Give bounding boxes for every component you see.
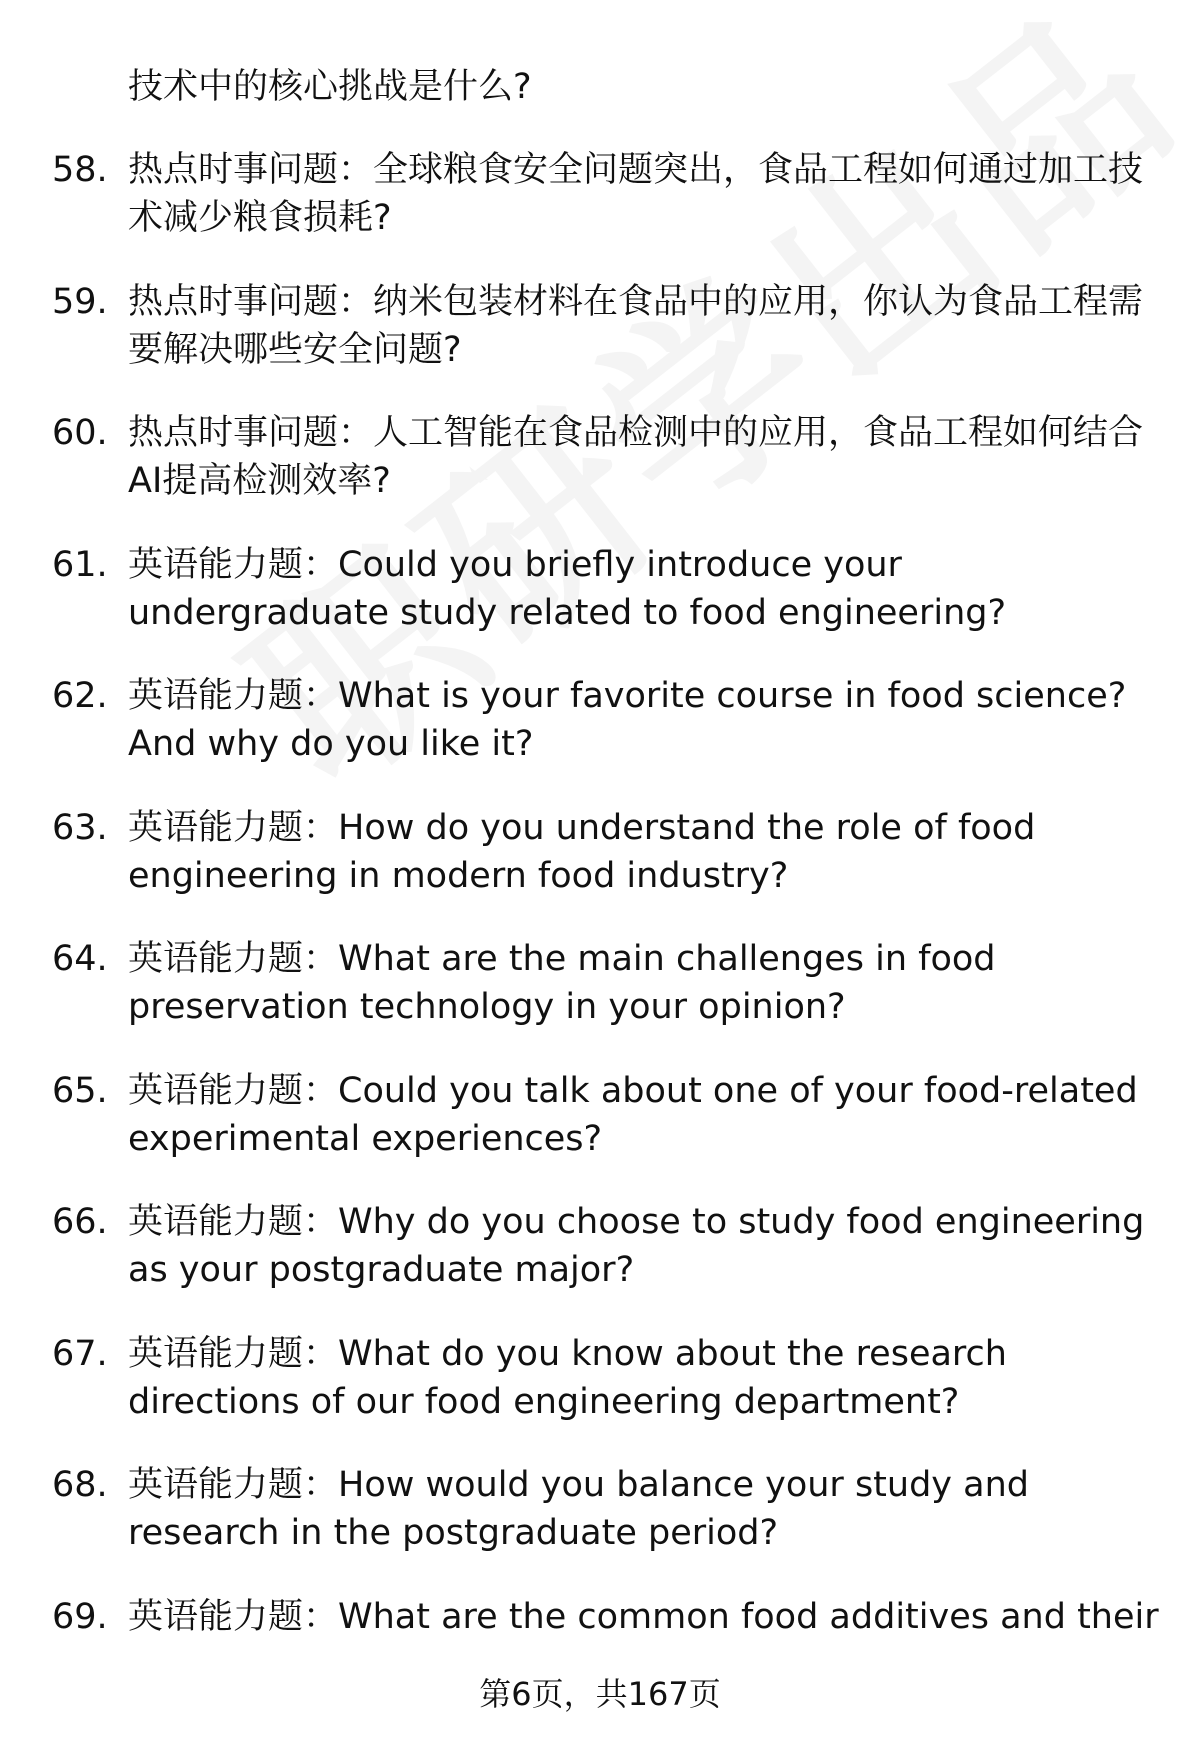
continuation-line: 技术中的核心挑战是什么? (128, 67, 532, 107)
item-number: 58. (52, 150, 108, 190)
item-text: 英语能力题：What are the main challenges in food preservation technology in your opinion? (128, 939, 996, 1027)
item-number: 68. (52, 1465, 108, 1505)
item-number: 69. (52, 1597, 108, 1637)
item-text: 英语能力题：How do you understand the role of food engineering in modern food industry? (128, 808, 1036, 896)
item-text: 英语能力题：Could you briefly introduce your undergraduate study related to food engineering? (128, 545, 1007, 633)
item-number: 59. (52, 282, 108, 322)
item-number: 62. (52, 676, 108, 716)
item-number: 61. (52, 545, 108, 585)
item-number: 67. (52, 1334, 108, 1374)
item-number: 64. (52, 939, 108, 979)
item-number: 63. (52, 808, 108, 848)
item-text: 热点时事问题：人工智能在食品检测中的应用，食品工程如何结合AI提高检测效率? (128, 413, 1144, 501)
item-text: 英语能力题：Why do you choose to study food engineering as your postgraduate major? (128, 1202, 1145, 1290)
page-footer: 第6页，共167页 (479, 1675, 721, 1713)
item-text: 英语能力题：How would you balance your study and research in the postgraduate period? (128, 1465, 1029, 1553)
item-text: 热点时事问题：纳米包装材料在食品中的应用，你认为食品工程需要解决哪些安全问题? (128, 282, 1144, 370)
item-number: 60. (52, 413, 108, 453)
item-text: 英语能力题：What are the common food additives and their (128, 1597, 1159, 1637)
item-text: 英语能力题：What is your favorite course in food science? And why do you like it? (128, 676, 1127, 764)
item-text: 英语能力题：Could you talk about one of your food-related experimental experiences? (128, 1071, 1138, 1159)
item-text: 热点时事问题：全球粮食安全问题突出，食品工程如何通过加工技术减少粮食损耗? (128, 150, 1144, 238)
item-text: 英语能力题：What do you know about the research directions of our food engineering department? (128, 1334, 1007, 1422)
item-number: 66. (52, 1202, 108, 1242)
item-number: 65. (52, 1071, 108, 1111)
